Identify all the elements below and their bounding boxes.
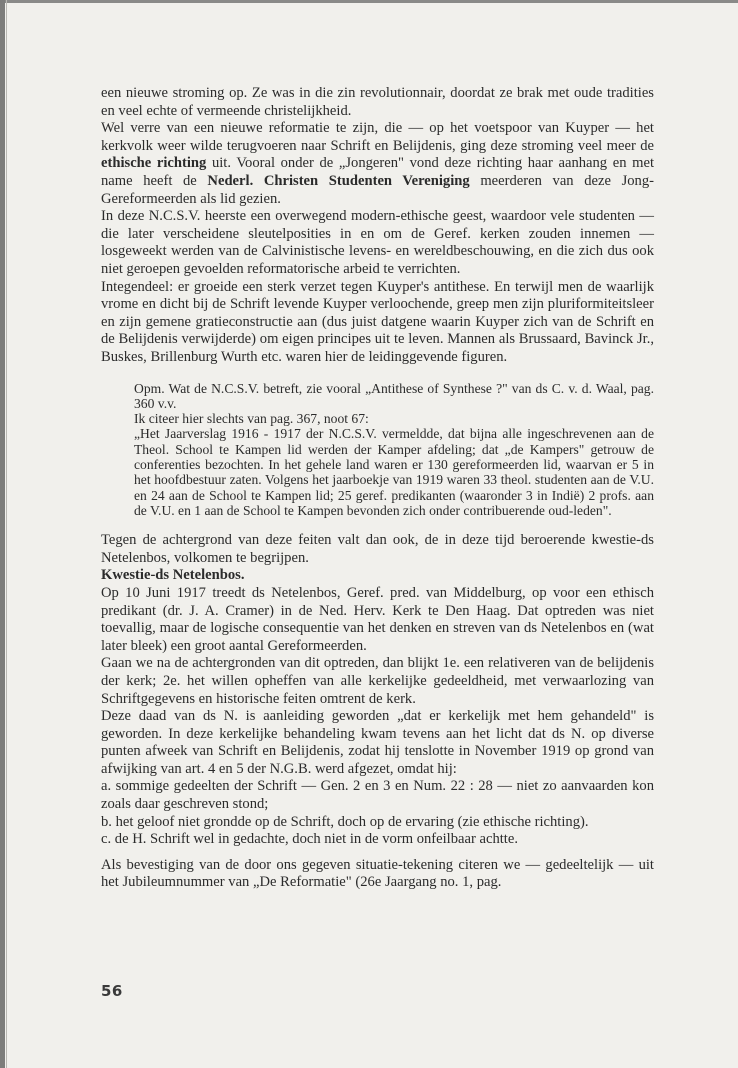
paragraph: Tegen de achtergrond van deze feiten valt dan ook, de in deze tijd beroerende kwestie-ds Netelenbos, volkomen te begrijpen. [101, 532, 654, 566]
emphasis-ethische-richting: ethische richting [101, 155, 207, 172]
note-quote: „Het Jaarverslag 1916 - 1917 der N.C.S.V. vermeldde, dat bijna alle ingeschrevenen aan de Theol. School te Kampen lid werden der Kamper afdeling; dat „de Kampers" getrouw de conferenties bezochten. In het gehele land waren er 130 gereformeerden lid, waarvan er 5 in het hoofdbestuur zaten. Volgens het jaarboekje van 1919 waren 33 theol. studenten aan de V.U. en 24 aan de School te Kampen lid; 25 geref. predikanten (waaronder 3 in Indië) 2 profs. aan de V.U. en 1 aan de School te Kampen bevonden zich onder contribuerende oud-leden". [134, 426, 654, 518]
paragraph [101, 120, 654, 208]
note-line: Opm. Wat de N.C.S.V. betreft, zie vooral „Antithese of Synthese ?" van ds C. v. d. Waal, pag. 360 v.v. [134, 380, 654, 411]
list-item-c: c. de H. Schrift wel in gedachte, doch niet in de vorm onfeilbaar achtte. [101, 831, 518, 848]
paragraph: In deze N.C.S.V. heerste een overwegend modern-ethische geest, waardoor vele studenten — die later verscheidene sleutelposities in en om de Geref. kerken zouden innemen — losgeweekt werden van de Calvinistische levens- en wereldbeschouwing, en die zich dus ook niet geroepen gevoelden reformatorische arbeid te verrichten. [101, 208, 654, 277]
section-heading [101, 567, 654, 585]
text-run: meerderen van deze Jong-Gereformeerden als lid gezien. [101, 172, 654, 207]
list-item-a: a. sommige gedeelten der Schrift — Gen. 2 en 3 en Num. 22 : 28 — niet zo aanvaarden kon zoals daar geschreven stond; [101, 778, 654, 813]
spacer [101, 849, 654, 857]
paragraph: Deze daad van ds N. is aanleiding geworden „dat er kerkelijk met hem gehandeld" is geworden. In deze kerkelijke behandeling kwam tevens aan het licht dat ds N. op diverse punten afweek van Schrift en Belijdenis, zodat hij tenslotte in November 1919 op grond van afwijking van art. 4 en 5 der N.G.B. werd afgezet, omdat hij: [101, 708, 654, 777]
text-run: uit. Vooral onder de „Jongeren" vond deze richting haar aanhang en met name heeft de [101, 155, 654, 189]
page-number: 56 [101, 982, 123, 1000]
paragraph: een nieuwe stroming op. Ze was in die zin revolutionnair, doordat ze brak met oude tradities en veel echte of vermeende christelijkheid. [101, 85, 654, 119]
page-top-edge [0, 0, 738, 3]
list-item-b: b. het geloof niet grondde op de Schrift, doch op de ervaring (zie ethische richting). [101, 813, 589, 830]
text-run: Wel verre van een nieuwe reformatie te zijn, die — op het voetspoor van Kuyper — het kerkvolk weer wilde terugvoeren naar Schrift en Belijdenis, ging deze stroming veel meer de [101, 120, 654, 154]
note-line: Ik citeer hier slechts van pag. 367, noot 67: [134, 411, 369, 427]
page-binding-edge-line [6, 0, 7, 1068]
emphasis-ncsv: Nederl. Christen Studenten Vereniging [207, 172, 470, 189]
paragraph: Integendeel: er groeide een sterk verzet tegen Kuyper's antithese. En terwijl men de waarlijk vrome en dicht bij de Schrift levende Kuyper verloochende, greep men zijn pluriformiteitsleer en zijn gemene gratieconstructie aan (dus juist datgene waarin Kuyper zich van de Schrift en de Belijdenis verwijderde) om eigen principes uit te leven. Mannen als Brussaard, Bavinck Jr., Buskes, Brillenburg Wurth etc. waren hier de leidinggevende figuren. [101, 278, 654, 365]
section-heading-text: Kwestie-ds Netelenbos. [101, 567, 245, 584]
paragraph: Gaan we na de achtergronden van dit optreden, dan blijkt 1e. een relativeren van de belijdenis der kerk; 2e. het willen opheffen van alle kerkelijke gedeeldheid, met verwaarlozing van Schriftgegevens en historische feiten omtrent de kerk. [101, 655, 654, 707]
paragraph: Als bevestiging van de door ons gegeven situatie-tekening citeren we — gedeeltelijk — uit het Jubileumnummer van „De Reformatie" (26e Jaargang no. 1, pag. [101, 856, 654, 891]
page-binding-edge [0, 0, 5, 1068]
body-text [101, 85, 654, 892]
footnote-block [134, 381, 654, 519]
paragraph: Op 10 Juni 1917 treedt ds Netelenbos, Geref. pred. van Middelburg, op voor een ethisch predikant (dr. J. A. Cramer) in de Ned. Herv. Kerk te Den Haag. Dat optreden was niet toevallig, maar de logische consequentie van het denken en streven van ds Netelenbos en (wat later bleek) een groot aantal Gereformeerden. [101, 584, 654, 654]
